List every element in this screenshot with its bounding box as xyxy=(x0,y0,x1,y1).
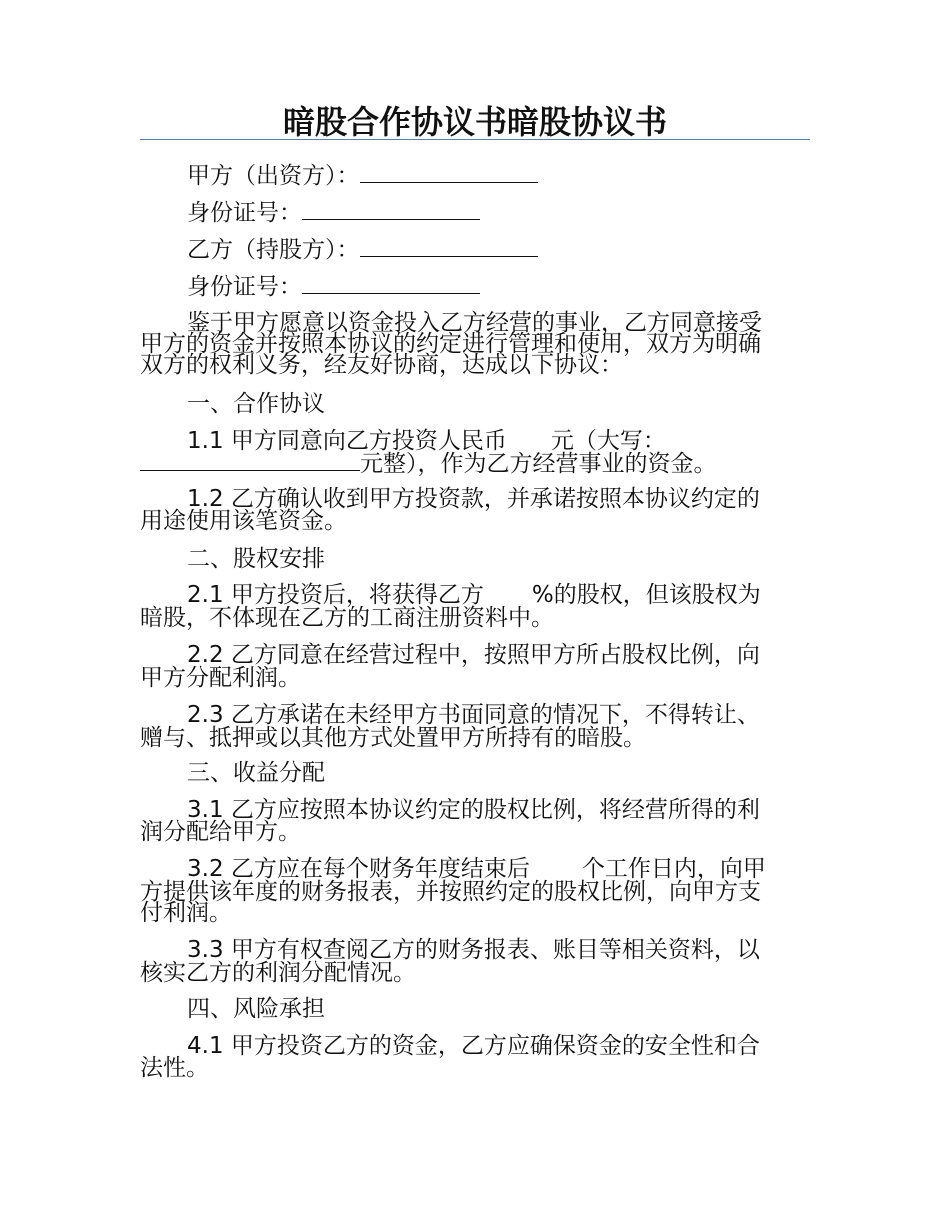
clause-text: 2.1 甲方投资后，将获得乙方 xyxy=(187,582,484,608)
clause-1-1-line xyxy=(140,450,717,477)
party-b-label: 乙方（持股方）： xyxy=(187,237,360,263)
clause-line: 付利润。 xyxy=(140,900,232,926)
section-heading: 三、收益分配 xyxy=(187,760,325,786)
clause-line: 暗股，不体现在乙方的工商注册资料中。 xyxy=(140,605,554,631)
party-b-id-label: 身份证号： xyxy=(187,274,302,300)
party-a-field xyxy=(187,162,538,189)
amount-blank[interactable] xyxy=(507,428,551,448)
percent-blank[interactable] xyxy=(484,582,532,602)
clause-line: 4.1 甲方投资乙方的资金，乙方应确保资金的安全性和合 xyxy=(187,1033,760,1059)
party-a-id-label: 身份证号： xyxy=(187,200,302,226)
clause-text: 元（大写： xyxy=(550,428,666,454)
section-heading: 二、股权安排 xyxy=(187,546,325,572)
party-b-id-blank[interactable] xyxy=(302,273,480,294)
clause-line: 2.2 乙方同意在经营过程中，按照甲方所占股权比例，向 xyxy=(187,642,760,668)
party-b-blank[interactable] xyxy=(360,236,538,257)
party-b-id-field xyxy=(187,273,480,300)
clause-text: %的股权，但该股权为 xyxy=(531,582,761,608)
clause-text: 元整），作为乙方经营事业的资金。 xyxy=(360,451,717,477)
clause-line: 用途使用该笔资金。 xyxy=(140,508,347,534)
document-title: 暗股合作协议书暗股协议书 xyxy=(282,103,667,141)
party-a-label: 甲方（出资方）： xyxy=(187,163,360,189)
clause-line: 1.2 乙方确认收到甲方投资款，并承诺按照本协议约定的 xyxy=(187,486,760,512)
party-a-id-blank[interactable] xyxy=(302,199,480,220)
clause-text: 3.2 乙方应在每个财务年度结束后 xyxy=(187,856,530,882)
clause-line: 核实乙方的利润分配情况。 xyxy=(140,960,416,986)
section-heading: 四、风险承担 xyxy=(187,996,325,1022)
clause-line: 甲方分配利润。 xyxy=(140,665,301,691)
party-a-id-field xyxy=(187,199,480,226)
party-a-blank[interactable] xyxy=(360,162,538,183)
clause-line: 3.1 乙方应按照本协议约定的股权比例，将经营所得的利 xyxy=(187,797,760,823)
preamble-line: 双方的权利义务，经友好协商，达成以下协议： xyxy=(140,352,623,378)
days-blank[interactable] xyxy=(530,856,582,876)
preamble-line: 鉴于甲方愿意以资金投入乙方经营的事业，乙方同意接受 xyxy=(187,310,762,336)
amount-words-blank[interactable] xyxy=(140,450,360,471)
clause-line: 3.3 甲方有权查阅乙方的财务报表、账目等相关资料，以 xyxy=(187,937,760,963)
clause-line: 润分配给甲方。 xyxy=(140,819,301,845)
party-b-field xyxy=(187,236,538,263)
clause-text: 1.1 甲方同意向乙方投资人民币 xyxy=(187,428,507,454)
clause-line: 法性。 xyxy=(140,1055,209,1081)
clause-line: 方提供该年度的财务报表，并按照约定的股权比例，向甲方支 xyxy=(140,879,761,905)
section-heading: 一、合作协议 xyxy=(187,391,325,417)
preamble-line: 甲方的资金并按照本协议的约定进行管理和使用，双方为明确 xyxy=(140,331,761,357)
clause-text: 个工作日内，向甲 xyxy=(581,856,766,882)
title-underline xyxy=(140,139,810,140)
clause-line: 2.3 乙方承诺在未经甲方书面同意的情况下，不得转让、 xyxy=(187,702,760,728)
clause-line: 赠与、抵押或以其他方式处置甲方所持有的暗股。 xyxy=(140,725,646,751)
